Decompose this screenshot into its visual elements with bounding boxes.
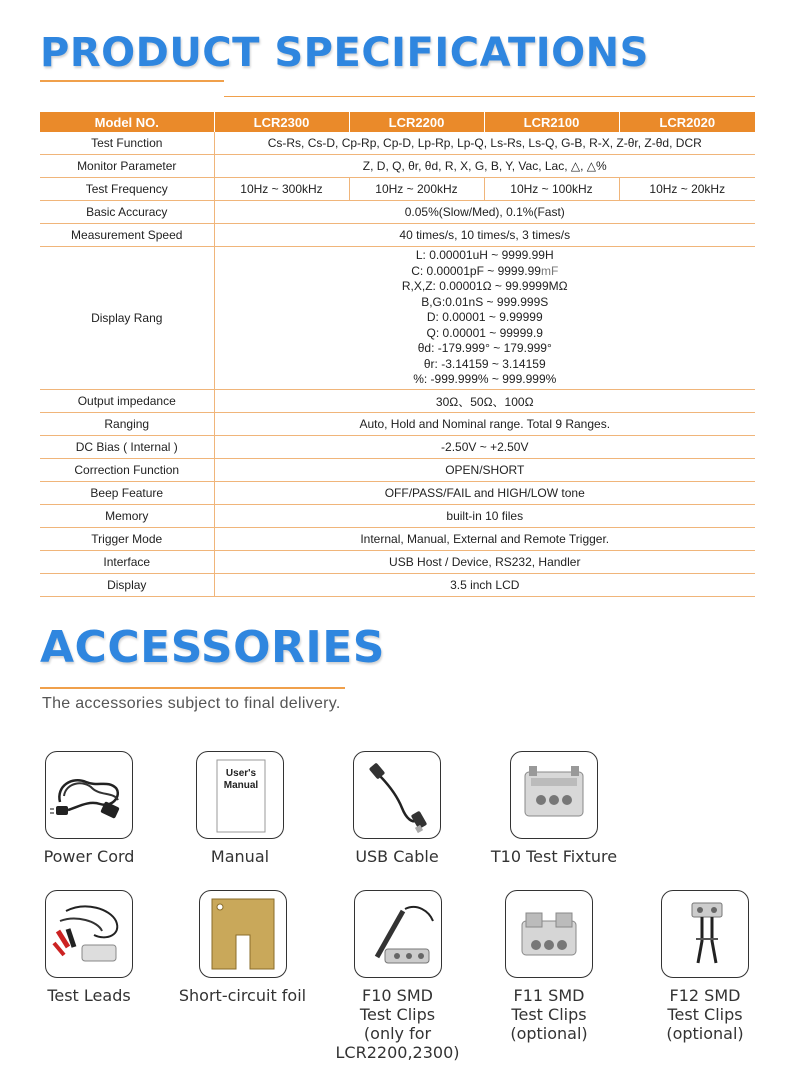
freq-lcr2100: 10Hz ~ 100kHz	[484, 178, 619, 201]
title-underline	[40, 80, 224, 82]
short-circuit-foil-icon	[200, 891, 286, 977]
accessory-caption: Power Cord	[43, 847, 135, 866]
test-fixture-icon	[511, 752, 597, 838]
table-row	[40, 482, 755, 505]
accessories-section-title: ACCESSORIES	[40, 622, 385, 673]
row-label: Display Rang	[40, 247, 214, 390]
f11-smd-clips-image	[505, 890, 593, 978]
row-value: Auto, Hold and Nominal range. Total 9 Ranges.	[214, 413, 755, 436]
power-cord-image	[45, 751, 133, 839]
usb-cable-image	[353, 751, 441, 839]
table-row	[40, 505, 755, 528]
table-row	[40, 574, 755, 597]
row-value: built-in 10 files	[214, 505, 755, 528]
header-model: Model NO.	[40, 112, 214, 132]
range-line: Q: 0.00001 ~ 99999.9	[426, 325, 543, 340]
accessory-caption: Manual	[210, 847, 270, 866]
accessory-caption: Test Leads	[47, 986, 131, 1005]
table-row	[40, 436, 755, 459]
manual-image	[196, 751, 284, 839]
accessory-caption: Short-circuit foil	[178, 986, 307, 1005]
smd-clip-f10-icon	[355, 891, 441, 977]
row-value: USB Host / Device, RS232, Handler	[214, 551, 755, 574]
row-label: Monitor Parameter	[40, 155, 214, 178]
row-value: 40 times/s, 10 times/s, 3 times/s	[214, 224, 755, 247]
manual-cover-text: User's Manual	[223, 768, 259, 791]
accessory-caption: USB Cable	[355, 847, 439, 866]
row-label: DC Bias ( Internal )	[40, 436, 214, 459]
table-row	[40, 528, 755, 551]
table-row	[40, 201, 755, 224]
accessory-manual	[181, 751, 299, 866]
row-value: -2.50V ~ +2.50V	[214, 436, 755, 459]
freq-lcr2020: 10Hz ~ 20kHz	[619, 178, 755, 201]
table-header-row	[40, 112, 755, 132]
test-leads-image	[45, 890, 133, 978]
spec-section-title: PRODUCT SPECIFICATIONS	[40, 30, 649, 76]
accessory-power-cord	[30, 751, 148, 866]
table-row	[40, 390, 755, 413]
spec-table	[40, 112, 755, 597]
accessory-caption: F12 SMD Test Clips (optional)	[666, 986, 744, 1043]
row-label: Memory	[40, 505, 214, 528]
power-cord-icon	[46, 752, 132, 838]
short-circuit-foil-image	[199, 890, 287, 978]
row-label: Measurement Speed	[40, 224, 214, 247]
range-line: R,X,Z: 0.00001Ω ~ 99.9999MΩ	[401, 279, 568, 294]
row-value: 30Ω、50Ω、100Ω	[214, 390, 755, 413]
row-label: Trigger Mode	[40, 528, 214, 551]
freq-lcr2200: 10Hz ~ 200kHz	[349, 178, 484, 201]
table-row-display-range	[40, 247, 755, 390]
accessories-underline	[40, 687, 345, 689]
row-label: Interface	[40, 551, 214, 574]
row-label: Display	[40, 574, 214, 597]
title-rule	[224, 96, 755, 97]
range-line: D: 0.00001 ~ 9.99999	[426, 310, 543, 325]
accessory-test-leads	[30, 890, 148, 1005]
range-line: C: 0.00001pF ~ 9999.99mF	[411, 263, 559, 278]
accessory-caption: T10 Test Fixture	[490, 847, 618, 866]
table-row	[40, 224, 755, 247]
range-line: %: -999.999% ~ 999.999%	[413, 372, 557, 387]
range-line: θd: -179.999° ~ 179.999°	[417, 341, 552, 356]
row-label: Beep Feature	[40, 482, 214, 505]
row-value: 3.5 inch LCD	[214, 574, 755, 597]
accessory-short-circuit-foil	[170, 890, 315, 1005]
row-value: OPEN/SHORT	[214, 459, 755, 482]
accessory-usb-cable	[338, 751, 456, 866]
accessory-f12-smd-clips	[646, 890, 764, 1043]
range-line: θr: -3.14159 ~ 3.14159	[423, 356, 546, 371]
accessory-caption: F10 SMD Test Clips (only for LCR2200,2300)	[335, 986, 460, 1062]
table-row	[40, 178, 755, 201]
smd-clip-f11-icon	[506, 891, 592, 977]
row-value: 0.05%(Slow/Med), 0.1%(Fast)	[214, 201, 755, 224]
row-label: Ranging	[40, 413, 214, 436]
f12-smd-clips-image	[661, 890, 749, 978]
accessory-f10-smd-clips	[330, 890, 465, 1062]
accessory-caption: F11 SMD Test Clips (optional)	[510, 986, 588, 1043]
f10-smd-clips-image	[354, 890, 442, 978]
row-label: Basic Accuracy	[40, 201, 214, 224]
accessory-f11-smd-clips	[490, 890, 608, 1043]
row-value: Cs-Rs, Cs-D, Cp-Rp, Cp-D, Lp-Rp, Lp-Q, Ls-Rs, Ls-Q, G-B, R-X, Z-θr, Z-θd, DCR	[214, 132, 755, 155]
table-row	[40, 132, 755, 155]
display-range-values	[214, 247, 755, 390]
freq-lcr2300: 10Hz ~ 300kHz	[214, 178, 349, 201]
usb-cable-icon	[354, 752, 440, 838]
row-label: Output impedance	[40, 390, 214, 413]
row-value: Z, D, Q, θr, θd, R, X, G, B, Y, Vac, Lac, △, △%	[214, 155, 755, 178]
header-lcr2100: LCR2100	[484, 112, 619, 132]
row-label: Test Frequency	[40, 178, 214, 201]
accessory-test-fixture	[478, 751, 630, 866]
row-label: Test Function	[40, 132, 214, 155]
smd-clip-f12-icon	[662, 891, 748, 977]
table-row	[40, 459, 755, 482]
table-row	[40, 155, 755, 178]
header-lcr2020: LCR2020	[619, 112, 755, 132]
table-row	[40, 551, 755, 574]
row-label: Correction Function	[40, 459, 214, 482]
test-leads-icon	[46, 891, 132, 977]
table-row	[40, 413, 755, 436]
accessories-subtitle: The accessories subject to final delivery.	[42, 695, 341, 712]
test-fixture-image	[510, 751, 598, 839]
row-value: OFF/PASS/FAIL and HIGH/LOW tone	[214, 482, 755, 505]
range-line: B,G:0.01nS ~ 999.999S	[421, 294, 549, 309]
range-line: L: 0.00001uH ~ 9999.99H	[415, 248, 554, 263]
row-value: Internal, Manual, External and Remote Trigger.	[214, 528, 755, 551]
header-lcr2300: LCR2300	[214, 112, 349, 132]
header-lcr2200: LCR2200	[349, 112, 484, 132]
manual-icon	[197, 752, 283, 838]
